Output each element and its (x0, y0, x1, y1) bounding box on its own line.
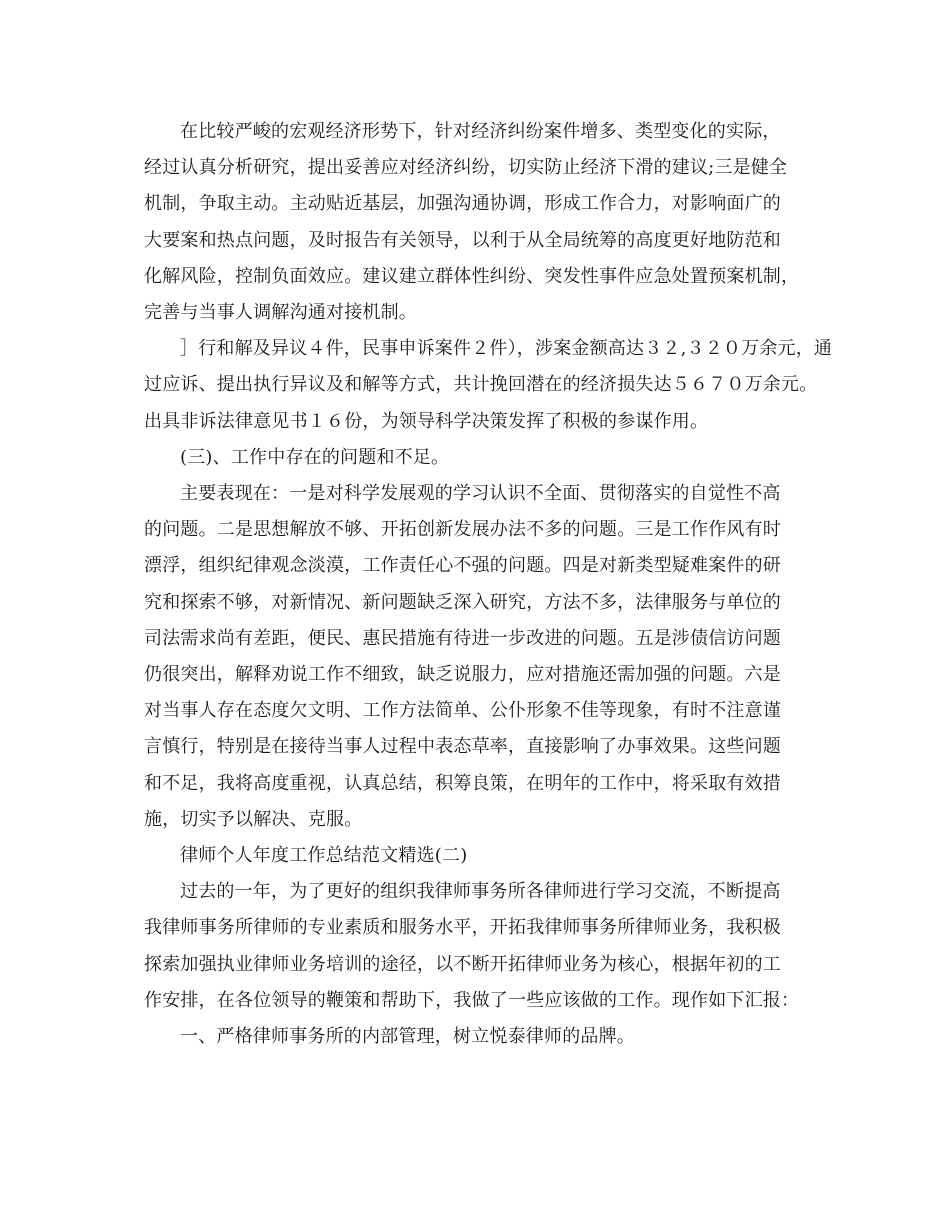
text-line: 司法需求尚有差距，便民、惠民措施有待进一步改进的问题。五是涉债信访问题 (144, 627, 781, 649)
text-line: ］行和解及异议４件，民事申诉案件２件），涉案金额高达３２,３２０万余元，通 (180, 338, 833, 360)
text-line: 过去的一年，为了更好的组织我律师事务所各律师进行学习交流，不断提高 (180, 881, 781, 903)
text-line: 机制，争取主动。主动贴近基层，加强沟通协调，形成工作合力，对影响面广的 (144, 193, 781, 215)
text-line: 对当事人存在态度欠文明、工作方法简单、公仆形象不佳等现象，有时不注意谨 (144, 700, 781, 722)
text-line: 作安排，在各位领导的鞭策和帮助下，我做了一些应该做的工作。现作如下汇报： (144, 989, 800, 1011)
text-line: 的问题。二是思想解放不够、开拓创新发展办法不多的问题。三是工作作风有时 (144, 519, 781, 541)
text-line: 漂浮，组织纪律观念淡漠，工作责任心不强的问题。四是对新类型疑难案件的研 (144, 555, 781, 577)
paragraph (144, 331, 833, 440)
text-line: 完善与当事人调解沟通对接机制。 (144, 302, 417, 324)
text-line: 仍很突出，解释劝说工作不细致，缺乏说服力，应对措施还需加强的问题。六是 (144, 664, 781, 686)
section-heading (144, 1019, 808, 1055)
text-line: 经过认真分析研究，提出妥善应对经济纠纷，切实防止经济下滑的建议;三是健全 (144, 157, 788, 179)
text-line: 主要表现在：一是对科学发展观的学习认识不全面、贯彻落实的自觉性不高 (180, 483, 781, 505)
text-line: 化解风险，控制负面效应。建议建立群体性纠纷、突发性事件应急处置预案机制， (144, 265, 800, 287)
text-line: 探索加强执业律师业务培训的途径，以不断开拓律师业务为核心，根据年初的工 (144, 953, 781, 975)
text-line: 施，切实予以解决、克服。 (144, 808, 363, 830)
text-line: 大要案和热点问题，及时报告有关领导，以利于从全局统筹的高度更好地防范和 (144, 229, 781, 251)
text-line: 言慎行，特别是在接待当事人过程中表态草率，直接影响了办事效果。这些问题 (144, 736, 781, 758)
document-page (144, 114, 833, 1055)
text-line: 过应诉、提出执行异议及和解等方式，共计挽回潜在的经济损失达５６７０万余元。 (144, 374, 818, 396)
section-heading (144, 440, 808, 476)
paragraph (144, 114, 808, 331)
paragraph (144, 874, 808, 1019)
text-line: 出具非诉法律意见书１６份，为领导科学决策发挥了积极的参谋作用。 (144, 410, 709, 432)
text-line: 在比较严峻的宏观经济形势下，针对经济纠纷案件增多、类型变化的实际， (180, 121, 781, 142)
paragraph (144, 476, 808, 838)
text-line: 和不足，我将高度重视，认真总结，积筹良策，在明年的工作中，将采取有效措 (144, 772, 781, 794)
text-line: 究和探索不够，对新情况、新问题缺乏深入研究，方法不多，法律服务与单位的 (144, 591, 781, 613)
text-line: 一、严格律师事务所的内部管理，树立悦泰律师的品牌。 (180, 1026, 635, 1048)
text-line: (三)、工作中存在的问题和不足。 (180, 446, 450, 468)
section-heading (144, 838, 808, 874)
text-line: 律师个人年度工作总结范文精选(二) (180, 845, 468, 867)
text-line: 我律师事务所律师的专业素质和服务水平，开拓我律师事务所律师业务，我积极 (144, 917, 781, 939)
